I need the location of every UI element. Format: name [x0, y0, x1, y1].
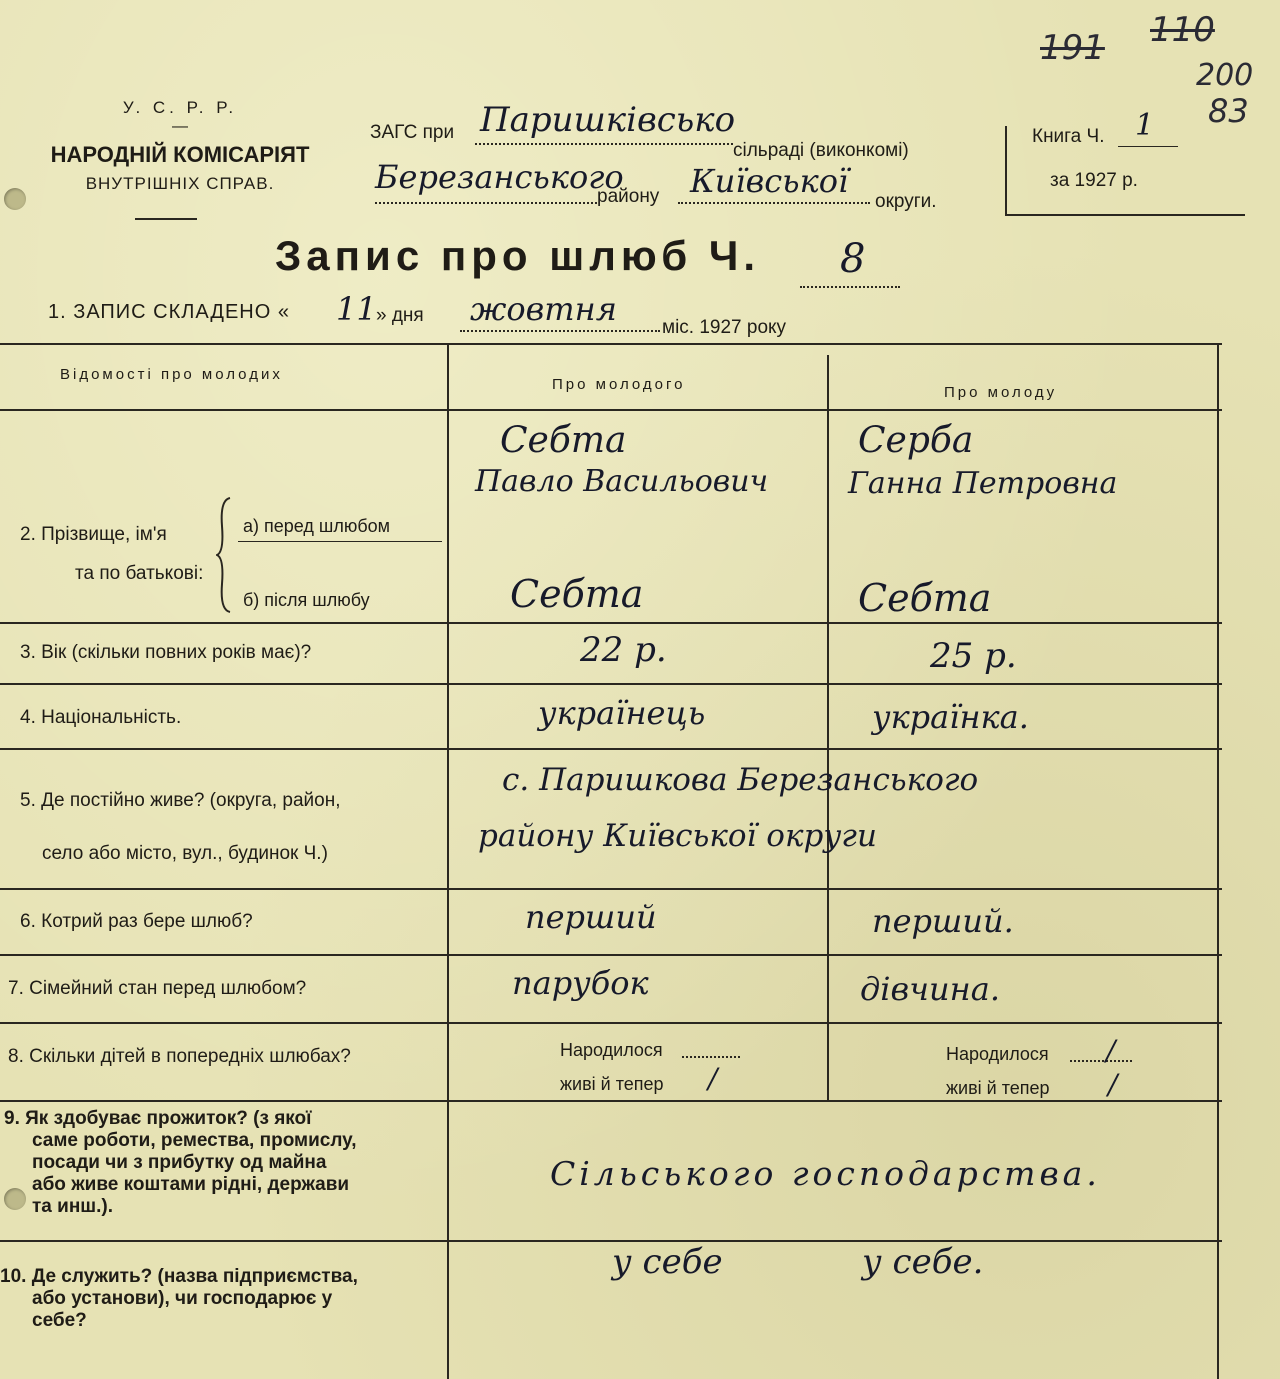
- bride-workplace: у себе.: [862, 1242, 984, 1282]
- bride-alive-value: /: [1108, 1068, 1118, 1101]
- residence-line-1: с. Паришкова Березанського: [502, 762, 979, 798]
- dotted-line: [375, 202, 597, 204]
- workplace-label-line: 10. Де служить? (назва підприємства,: [0, 1266, 358, 1287]
- workplace-label-line: або установи), чи господарює у: [32, 1288, 333, 1309]
- dotted-line: [682, 1056, 740, 1058]
- ussr-label: У. С. Р. Р.: [122, 98, 238, 117]
- groom-born-label: Народилося: [560, 1040, 663, 1060]
- groom-surname-after: Себта: [510, 572, 644, 616]
- groom-marital-status: парубок: [512, 964, 649, 1002]
- record-date-label: 1. ЗАПИС СКЛАДЕНО «: [48, 301, 290, 323]
- header-info: Відомості про молодих: [60, 366, 283, 383]
- bride-nationality: українка.: [872, 698, 1029, 736]
- table-hline: [0, 343, 1222, 345]
- groom-surname-before: Себта: [500, 420, 627, 461]
- dotted-line: [475, 143, 733, 145]
- book-number: 1: [1135, 108, 1155, 143]
- table-hline: [0, 888, 1222, 890]
- bride-born-value: /: [1106, 1034, 1116, 1067]
- workplace-label-line: себе?: [32, 1310, 87, 1331]
- bride-alive-label: живі й тепер: [946, 1078, 1050, 1098]
- district-label: району: [597, 186, 660, 207]
- record-number: 8: [840, 236, 866, 282]
- book-box-border: [1005, 126, 1007, 216]
- bride-surname-after: Себта: [858, 576, 992, 620]
- punch-hole: [4, 188, 26, 210]
- dotted-line: [460, 330, 660, 332]
- livelihood-label-line: посади чи з прибутку од майна: [32, 1152, 327, 1173]
- bride-marital-status: дівчина.: [860, 970, 1000, 1008]
- livelihood-value: Сільського господарства.: [550, 1154, 1101, 1193]
- livelihood-label-line: 9. Як здобуває прожиток? (з якої: [4, 1108, 312, 1129]
- livelihood-label-line: саме роботи, ремества, промислу,: [32, 1130, 357, 1151]
- bride-age: 25 р.: [930, 636, 1017, 676]
- table-hline: [0, 622, 1222, 624]
- council-label: сільраді (виконкомі): [733, 140, 909, 161]
- table-hline: [0, 409, 1222, 411]
- record-day: 11: [336, 290, 377, 328]
- archive-mark: 191: [1040, 28, 1105, 68]
- ministry-header: [30, 98, 330, 194]
- internal-affairs-label: ВНУТРІШНІХ СПРАВ.: [85, 174, 275, 193]
- record-year-label: міс. 1927 року: [662, 317, 787, 338]
- livelihood-label-line: та инш.).: [32, 1196, 114, 1217]
- residence-label: 5. Де постійно живе? (округа, район,: [20, 790, 341, 811]
- commissariat-label: НАРОДНІЙ КОМІСАРІЯТ: [50, 142, 310, 167]
- table-hline: [0, 683, 1222, 685]
- name-label: 2. Прізвище, ім'я: [20, 524, 167, 545]
- record-month: жовтня: [470, 290, 617, 328]
- name-label-2: та по батькові:: [75, 563, 204, 584]
- table-vline: [447, 345, 449, 1379]
- underline: [1118, 146, 1178, 147]
- record-day-label: » дня: [376, 305, 424, 326]
- table-hline: [0, 1240, 1222, 1242]
- children-label: 8. Скільки дітей в попередніх шлюбах?: [8, 1046, 351, 1067]
- header-bride: Про молоду: [944, 384, 1058, 401]
- book-label: Книга Ч.: [1032, 126, 1105, 147]
- archive-mark: 83: [1208, 92, 1249, 130]
- book-box-border: [1005, 214, 1245, 216]
- dotted-line: [800, 286, 900, 288]
- brace-icon: [216, 496, 236, 614]
- groom-alive-label: живі й тепер: [560, 1074, 664, 1094]
- groom-age: 22 р.: [580, 630, 667, 670]
- table-vline: [827, 355, 829, 1100]
- table-subline: [238, 541, 442, 542]
- okrug-name: Київської: [690, 162, 849, 200]
- bride-born-label: Народилося: [946, 1044, 1049, 1064]
- groom-marriage-count: перший: [525, 898, 657, 936]
- bride-surname-before: Серба: [858, 420, 974, 461]
- livelihood-label: [4, 1108, 357, 1218]
- dotted-line: [678, 202, 870, 204]
- book-year: за 1927 р.: [1050, 170, 1138, 191]
- age-label: 3. Вік (скільки повних років має)?: [20, 642, 312, 663]
- header-groom: Про молодого: [552, 376, 686, 393]
- header-dash: —: [172, 118, 188, 135]
- marriage-count-label: 6. Котрий раз бере шлюб?: [20, 911, 253, 932]
- village-name: Паришківсько: [480, 100, 736, 140]
- table-hline: [0, 1100, 1222, 1102]
- residence-label-2: село або місто, вул., будинок Ч.): [42, 843, 328, 864]
- residence-line-2: району Київської округи: [478, 818, 877, 854]
- district-name: Березанського: [375, 158, 624, 196]
- archive-mark: 110: [1150, 10, 1215, 50]
- table-hline: [0, 1022, 1222, 1024]
- marital-status-label: 7. Сімейний стан перед шлюбом?: [8, 978, 307, 999]
- dotted-line: [1070, 1060, 1132, 1062]
- okrug-label: округи.: [875, 191, 937, 212]
- groom-alive-value: /: [708, 1062, 718, 1095]
- divider: [135, 218, 197, 220]
- groom-workplace: у себе: [612, 1242, 723, 1282]
- record-title: Запис про шлюб Ч.: [275, 232, 761, 279]
- bride-marriage-count: перший.: [872, 902, 1014, 940]
- table-hline: [0, 954, 1222, 956]
- zags-label: ЗАГС при: [370, 122, 455, 143]
- livelihood-label-line: або живе коштами рідні, держави: [32, 1174, 350, 1195]
- bride-name-before: Ганна Петровна: [848, 466, 1118, 501]
- archive-mark: 200: [1196, 58, 1254, 93]
- groom-nationality: українець: [538, 694, 706, 732]
- after-marriage-label: б) після шлюбу: [243, 590, 370, 610]
- groom-name-before: Павло Васильович: [475, 464, 769, 499]
- before-marriage-label: а) перед шлюбом: [243, 516, 391, 536]
- nationality-label: 4. Національність.: [20, 707, 182, 728]
- workplace-label: [0, 1266, 358, 1332]
- table-hline: [0, 748, 1222, 750]
- table-vline: [1217, 345, 1219, 1379]
